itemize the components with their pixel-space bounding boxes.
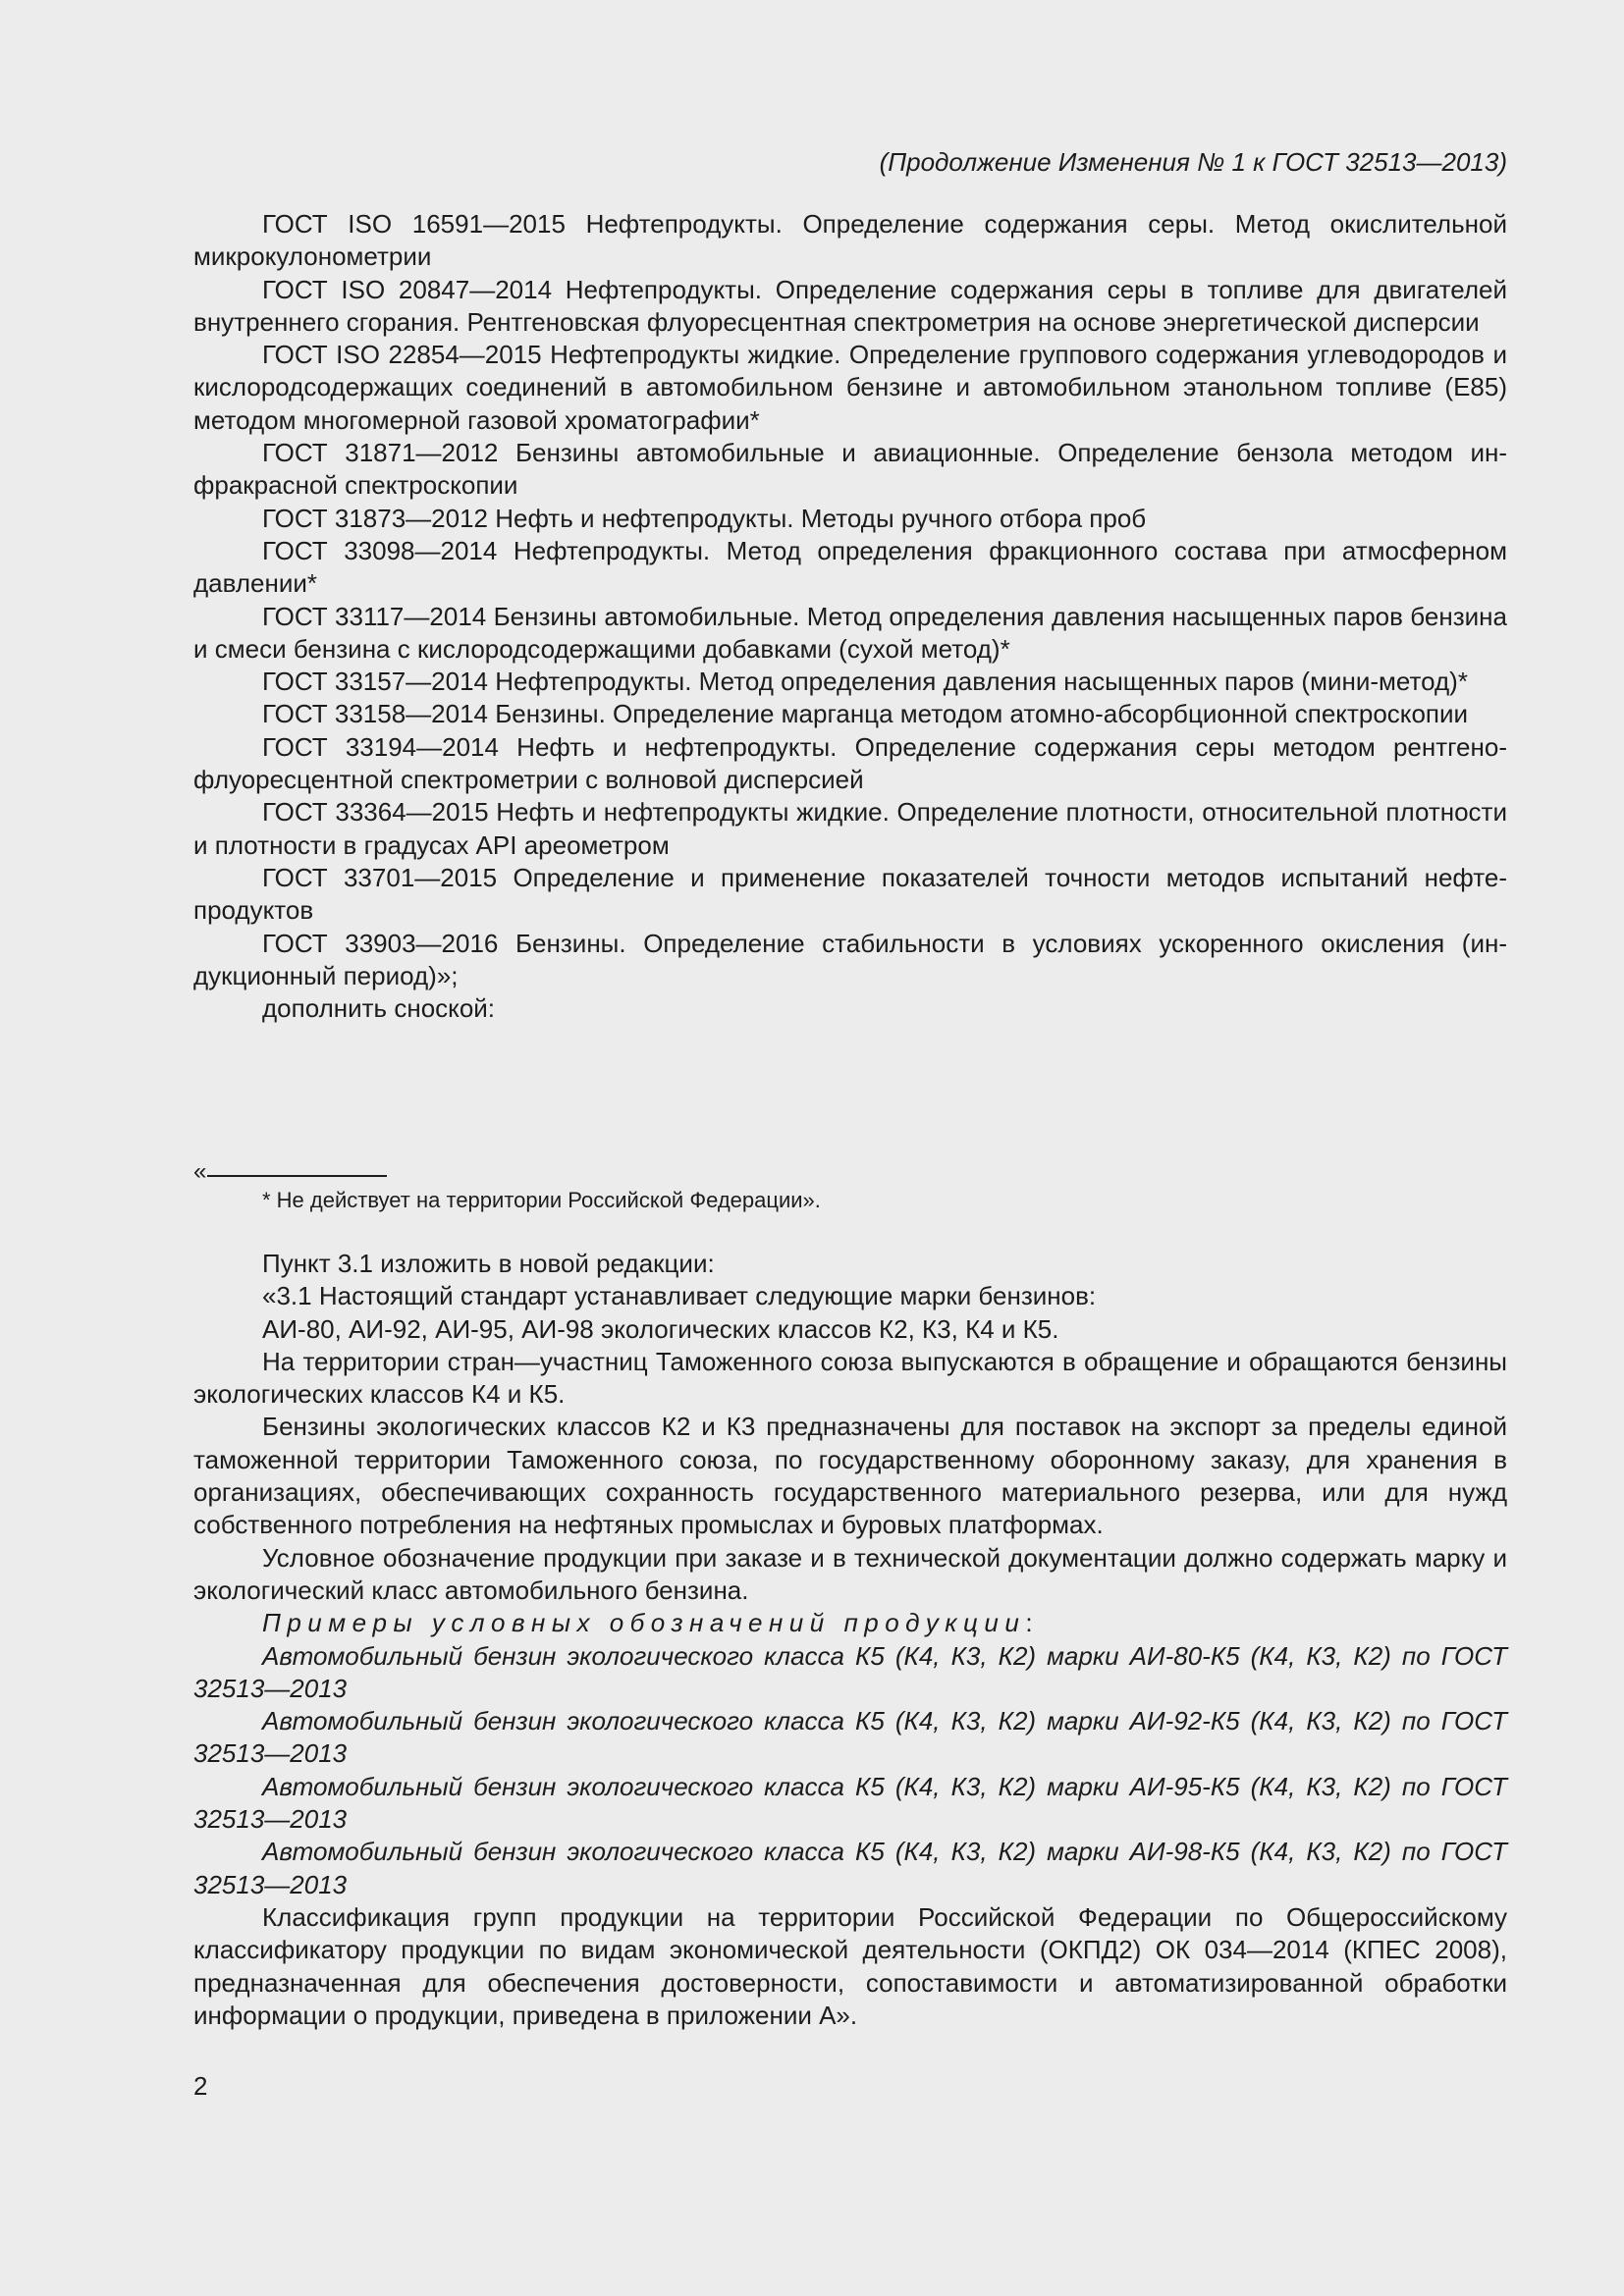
reference-item: ГОСТ 33117—2014 Бензины автомобильные. Метод определения давления насыщенных паров бензина и смеси бензина с кислородсодержащими добавками (сухой метод)* <box>193 601 1507 664</box>
reference-item: ГОСТ 33158—2014 Бензины. Определение марганца методом атомно-абсорбционной спектроскопии <box>262 699 1469 729</box>
example-designation: Автомобильный бензин экологического класса К5 (К4, К3, К2) марки АИ-95-К5 (К4, К3, К2) по ГОСТ 32513—2013 <box>193 1771 1507 1835</box>
example-designation: Автомобильный бензин экологического класса К5 (К4, К3, К2) марки АИ-98-К5 (К4, К3, К2) по ГОСТ 32513—2013 <box>193 1837 1507 1899</box>
examples-heading: Примеры условных обозначений продукции <box>262 1608 1026 1638</box>
examples-heading-line <box>193 1607 1507 1639</box>
footnote-text: * Не действует на территории Российской Федерации». <box>262 1188 821 1212</box>
section-paragraph: Условное обозначение продукции при заказе и в технической документации должно содержать марку и экологический класс автомобильного бензина. <box>193 1542 1507 1605</box>
section-paragraph: Классификация групп продукции на территории Российской Федерации по Общероссийскому классификатору продукции по видам экономической деятельности (ОКПД2) ОК 034—2014 (КПЕС 2008), предназначенная для обеспечения достоверности, сопоставимости и автоматизированной обработки информации о продукции, приведена в приложении А». <box>193 1901 1507 2030</box>
reference-item: ГОСТ 31873—2012 Нефть и нефтепродукты. Методы ручного отбора проб <box>262 503 1147 533</box>
continuation-header: (Продолжение Изменения № 1 к ГОСТ 32513—2013) <box>879 147 1507 177</box>
section-3-1 <box>193 1248 1507 2032</box>
footnote-rule <box>207 1175 387 1177</box>
reference-item: ГОСТ 33098—2014 Нефтепродукты. Метод определения фракционного состава при атмосферном давлении* <box>193 535 1507 599</box>
footnote-open-quote: « <box>193 1158 207 1185</box>
example-designation: Автомобильный бензин экологического класса К5 (К4, К3, К2) марки АИ-80-К5 (К4, К3, К2) по ГОСТ 32513—2013 <box>193 1640 1507 1703</box>
add-footnote-instruction: дополнить сноской: <box>262 993 496 1024</box>
reference-item: ГОСТ ISO 20847—2014 Нефтепродукты. Определение содержания серы в топливе для двигателей внутреннего сгорания. Рентгеновская флуоресцентная спектрометрия на основе энергетической дисперсии <box>193 274 1507 337</box>
reference-item: ГОСТ 33364—2015 Нефть и нефтепродукты жидкие. Определение плотности, относительной плотности и плотности в градусах API ареометром <box>193 797 1507 860</box>
example-designation: Автомобильный бензин экологического класса К5 (К4, К3, К2) марки АИ-92-К5 (К4, К3, К2) по ГОСТ 32513—2013 <box>193 1706 1507 1769</box>
section-instruction: Пункт 3.1 изложить в новой редакции: <box>262 1249 715 1278</box>
section-paragraph: АИ-80, АИ-92, АИ-95, АИ-98 экологических классов К2, К3, К4 и К5. <box>262 1313 1059 1344</box>
reference-item: ГОСТ 33903—2016 Бензины. Определение стабильности в условиях ускоренного окисления (индукционный период)»; <box>193 928 1507 990</box>
examples-heading-colon: : <box>1025 1608 1033 1638</box>
section-paragraph: На территории стран—участниц Таможенного союза выпускаются в обращение и обращаются бензины экологических классов К4 и К5. <box>193 1346 1507 1410</box>
section-paragraph: «3.1 Настоящий стандарт устанавливает следующие марки бензинов: <box>262 1281 1097 1311</box>
references-list <box>193 208 1507 1025</box>
reference-item: ГОСТ ISO 22854—2015 Нефтепродукты жидкие. Определение группового содержания углеводородов и кислородсодержащих соединений в автомобильном бензине и автомобильном этанольном топливе (Е85) методом многомерной газовой хроматографии* <box>193 340 1507 435</box>
reference-item: ГОСТ ISO 16591—2015 Нефтепродукты. Определение содержания серы. Метод окислительной микрокулонометрии <box>193 209 1507 272</box>
reference-item: ГОСТ 31871—2012 Бензины автомобильные и авиационные. Определение бензола методом инфракрасной спектроскопии <box>193 438 1507 501</box>
reference-item: ГОСТ 33701—2015 Определение и применение показателей точности методов испытаний нефтепродуктов <box>193 862 1507 926</box>
reference-item: ГОСТ 33194—2014 Нефть и нефтепродукты. Определение содержания серы методом рентгенофлуоресцентной спектрометрии с волновой дисперсией <box>193 731 1507 795</box>
reference-item: ГОСТ 33157—2014 Нефтепродукты. Метод определения давления насыщенных паров (мини-метод)* <box>262 667 1468 697</box>
section-paragraph: Бензины экологических классов К2 и К3 предназначены для поставок на экспорт за пределы единой таможенной территории Таможенного союза, по государственному оборонному заказу, для хранения в организациях, обеспечивающих сохранность государственного материального резерва, или для нужд собственного потребления на нефтяных промыслах и буровых платформах. <box>193 1412 1507 1540</box>
page-number: 2 <box>193 2071 208 2101</box>
